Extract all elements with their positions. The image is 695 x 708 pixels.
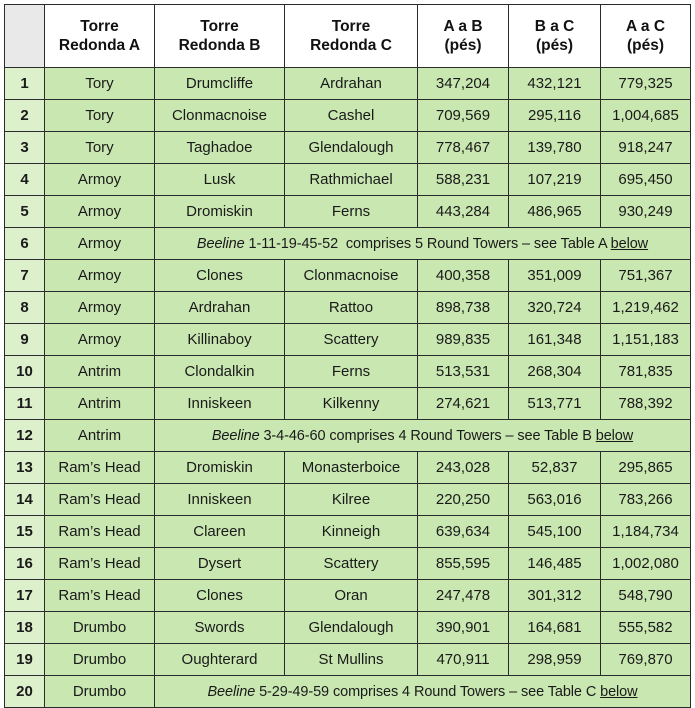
header-a-to-b-line2: (pés) <box>444 37 482 54</box>
tower-a-cell: Armoy <box>45 260 155 292</box>
row-number: 11 <box>5 388 45 420</box>
distance-a-to-b-cell: 639,634 <box>418 516 509 548</box>
distance-a-to-b-cell: 390,901 <box>418 612 509 644</box>
header-tower-b-line1: Torre <box>200 18 239 35</box>
distance-a-to-c-cell: 695,450 <box>601 164 691 196</box>
tower-b-cell: Clonmacnoise <box>155 100 285 132</box>
distance-b-to-c-cell: 563,016 <box>509 484 601 516</box>
tower-c-cell: Rathmichael <box>285 164 418 196</box>
table-row <box>5 388 691 420</box>
tower-c-cell: Cashel <box>285 100 418 132</box>
tower-b-cell: Taghadoe <box>155 132 285 164</box>
row-number: 20 <box>5 676 45 708</box>
distance-b-to-c-cell: 161,348 <box>509 324 601 356</box>
row-number: 1 <box>5 68 45 100</box>
table-row <box>5 452 691 484</box>
distance-a-to-b-cell: 513,531 <box>418 356 509 388</box>
tower-b-cell: Swords <box>155 612 285 644</box>
tower-c-cell: Ferns <box>285 196 418 228</box>
table-row <box>5 644 691 676</box>
header-row <box>5 5 691 68</box>
distance-a-to-b-cell: 274,621 <box>418 388 509 420</box>
tower-b-cell: Inniskeen <box>155 484 285 516</box>
distance-b-to-c-cell: 295,116 <box>509 100 601 132</box>
distance-a-to-c-cell: 1,184,734 <box>601 516 691 548</box>
header-b-to-c-line1: B a C <box>534 18 575 35</box>
distance-a-to-b-cell: 243,028 <box>418 452 509 484</box>
tower-c-cell: Ferns <box>285 356 418 388</box>
distance-a-to-c-cell: 788,392 <box>601 388 691 420</box>
distance-a-to-c-cell: 930,249 <box>601 196 691 228</box>
tower-c-cell: Scattery <box>285 324 418 356</box>
tower-b-cell: Oughterard <box>155 644 285 676</box>
distance-a-to-c-cell: 918,247 <box>601 132 691 164</box>
row-number: 10 <box>5 356 45 388</box>
tower-c-cell: Rattoo <box>285 292 418 324</box>
tower-b-cell: Killinaboy <box>155 324 285 356</box>
table-row <box>5 484 691 516</box>
table-row <box>5 420 691 452</box>
beeline-note <box>155 228 691 260</box>
tower-a-cell: Armoy <box>45 228 155 260</box>
header-a-to-c-line1: A a C <box>625 18 666 35</box>
table-row <box>5 196 691 228</box>
header-tower-b-line2: Redonda B <box>178 37 261 54</box>
beeline-note <box>155 676 691 708</box>
tower-b-cell: Dysert <box>155 548 285 580</box>
distance-a-to-b-cell: 855,595 <box>418 548 509 580</box>
row-number: 9 <box>5 324 45 356</box>
tower-a-cell: Ram’s Head <box>45 484 155 516</box>
row-number: 2 <box>5 100 45 132</box>
tower-a-cell: Tory <box>45 132 155 164</box>
header-b-to-c-line2: (pés) <box>535 37 574 54</box>
beeline-description: 3-4-46-60 comprises 4 Round Towers – see Table B <box>259 427 596 444</box>
tower-b-cell: Ardrahan <box>155 292 285 324</box>
header-tower-b <box>155 5 285 68</box>
table-row <box>5 164 691 196</box>
header-tower-c-line2: Redonda C <box>310 37 392 54</box>
beeline-label: Beeline <box>211 427 260 444</box>
table-body <box>5 68 691 708</box>
distance-a-to-c-cell: 1,219,462 <box>601 292 691 324</box>
tower-a-cell: Antrim <box>45 356 155 388</box>
distance-a-to-c-cell: 1,151,183 <box>601 324 691 356</box>
table-row <box>5 676 691 708</box>
distance-b-to-c-cell: 164,681 <box>509 612 601 644</box>
row-number: 4 <box>5 164 45 196</box>
row-number: 14 <box>5 484 45 516</box>
table-row <box>5 68 691 100</box>
distance-a-to-c-cell: 769,870 <box>601 644 691 676</box>
tower-a-cell: Tory <box>45 100 155 132</box>
distance-a-to-c-cell: 751,367 <box>601 260 691 292</box>
beeline-description: 5-29-49-59 comprises 4 Round Towers – see Table C <box>255 683 601 700</box>
table-row <box>5 548 691 580</box>
beeline-note <box>155 420 691 452</box>
distance-a-to-c-cell: 548,790 <box>601 580 691 612</box>
tower-c-cell: Glendalough <box>285 132 418 164</box>
tower-c-cell: St Mullins <box>285 644 418 676</box>
header-b-to-c <box>509 5 601 68</box>
tower-a-cell: Ram’s Head <box>45 580 155 612</box>
header-tower-c <box>285 5 418 68</box>
row-number: 6 <box>5 228 45 260</box>
header-tower-a <box>45 5 155 68</box>
table-row <box>5 100 691 132</box>
distance-a-to-c-cell: 783,266 <box>601 484 691 516</box>
distance-a-to-c-cell: 1,002,080 <box>601 548 691 580</box>
tower-a-cell: Armoy <box>45 196 155 228</box>
distance-a-to-b-cell: 347,204 <box>418 68 509 100</box>
distance-a-to-b-cell: 709,569 <box>418 100 509 132</box>
tower-b-cell: Clondalkin <box>155 356 285 388</box>
tower-a-cell: Antrim <box>45 388 155 420</box>
tower-a-cell: Ram’s Head <box>45 452 155 484</box>
round-tower-distance-table <box>4 4 691 708</box>
distance-a-to-b-cell: 443,284 <box>418 196 509 228</box>
table-row <box>5 356 691 388</box>
distance-a-to-b-cell: 220,250 <box>418 484 509 516</box>
distance-b-to-c-cell: 320,724 <box>509 292 601 324</box>
beeline-label: Beeline <box>207 683 256 700</box>
beeline-description: 1-11-19-45-52 comprises 5 Round Towers – see Table A <box>244 235 611 252</box>
table-row <box>5 324 691 356</box>
row-number: 18 <box>5 612 45 644</box>
header-tower-c-line1: Torre <box>331 18 371 35</box>
row-number: 17 <box>5 580 45 612</box>
distance-b-to-c-cell: 139,780 <box>509 132 601 164</box>
distance-b-to-c-cell: 298,959 <box>509 644 601 676</box>
tower-a-cell: Ram’s Head <box>45 516 155 548</box>
distance-b-to-c-cell: 486,965 <box>509 196 601 228</box>
header-a-to-c-line2: (pés) <box>626 37 665 54</box>
tower-b-cell: Clareen <box>155 516 285 548</box>
tower-b-cell: Clones <box>155 580 285 612</box>
tower-c-cell: Oran <box>285 580 418 612</box>
tower-c-cell: Clonmacnoise <box>285 260 418 292</box>
row-number: 15 <box>5 516 45 548</box>
row-number: 19 <box>5 644 45 676</box>
tower-c-cell: Scattery <box>285 548 418 580</box>
tower-c-cell: Kilkenny <box>285 388 418 420</box>
tower-a-cell: Armoy <box>45 292 155 324</box>
header-a-to-b <box>418 5 509 68</box>
distance-a-to-c-cell: 555,582 <box>601 612 691 644</box>
distance-a-to-b-cell: 989,835 <box>418 324 509 356</box>
row-number: 12 <box>5 420 45 452</box>
row-number: 3 <box>5 132 45 164</box>
header-corner-cell <box>5 5 45 68</box>
table-row <box>5 580 691 612</box>
tower-a-cell: Drumbo <box>45 676 155 708</box>
header-a-to-c <box>601 5 691 68</box>
table-reference-link[interactable]: below <box>610 235 649 252</box>
tower-a-cell: Armoy <box>45 324 155 356</box>
distance-a-to-b-cell: 247,478 <box>418 580 509 612</box>
tower-b-cell: Clones <box>155 260 285 292</box>
tower-a-cell: Armoy <box>45 164 155 196</box>
distance-a-to-b-cell: 470,911 <box>418 644 509 676</box>
header-tower-a-line1: Torre <box>80 18 119 35</box>
distance-b-to-c-cell: 351,009 <box>509 260 601 292</box>
tower-c-cell: Kilree <box>285 484 418 516</box>
distance-a-to-c-cell: 295,865 <box>601 452 691 484</box>
tower-b-cell: Dromiskin <box>155 452 285 484</box>
distance-b-to-c-cell: 545,100 <box>509 516 601 548</box>
row-number: 16 <box>5 548 45 580</box>
table-row <box>5 260 691 292</box>
distance-table <box>4 4 691 708</box>
distance-a-to-b-cell: 400,358 <box>418 260 509 292</box>
tower-b-cell: Drumcliffe <box>155 68 285 100</box>
tower-a-cell: Tory <box>45 68 155 100</box>
distance-b-to-c-cell: 432,121 <box>509 68 601 100</box>
distance-b-to-c-cell: 146,485 <box>509 548 601 580</box>
distance-b-to-c-cell: 301,312 <box>509 580 601 612</box>
distance-a-to-c-cell: 779,325 <box>601 68 691 100</box>
tower-c-cell: Glendalough <box>285 612 418 644</box>
tower-a-cell: Drumbo <box>45 612 155 644</box>
distance-b-to-c-cell: 52,837 <box>509 452 601 484</box>
table-row <box>5 516 691 548</box>
tower-c-cell: Kinneigh <box>285 516 418 548</box>
distance-b-to-c-cell: 513,771 <box>509 388 601 420</box>
table-reference-link[interactable]: below <box>595 427 634 444</box>
distance-a-to-c-cell: 1,004,685 <box>601 100 691 132</box>
table-row <box>5 612 691 644</box>
tower-b-cell: Lusk <box>155 164 285 196</box>
header-a-to-b-line1: A a B <box>443 18 483 35</box>
table-row <box>5 228 691 260</box>
distance-a-to-b-cell: 588,231 <box>418 164 509 196</box>
distance-b-to-c-cell: 268,304 <box>509 356 601 388</box>
table-row <box>5 132 691 164</box>
row-number: 5 <box>5 196 45 228</box>
tower-b-cell: Dromiskin <box>155 196 285 228</box>
tower-a-cell: Ram’s Head <box>45 548 155 580</box>
tower-c-cell: Ardrahan <box>285 68 418 100</box>
tower-a-cell: Antrim <box>45 420 155 452</box>
table-reference-link[interactable]: below <box>600 683 638 700</box>
row-number: 7 <box>5 260 45 292</box>
tower-c-cell: Monasterboice <box>285 452 418 484</box>
tower-a-cell: Drumbo <box>45 644 155 676</box>
distance-b-to-c-cell: 107,219 <box>509 164 601 196</box>
distance-a-to-b-cell: 778,467 <box>418 132 509 164</box>
distance-a-to-c-cell: 781,835 <box>601 356 691 388</box>
beeline-label: Beeline <box>196 235 245 252</box>
row-number: 13 <box>5 452 45 484</box>
header-tower-a-line2: Redonda A <box>58 37 141 54</box>
row-number: 8 <box>5 292 45 324</box>
distance-a-to-b-cell: 898,738 <box>418 292 509 324</box>
table-row <box>5 292 691 324</box>
tower-b-cell: Inniskeen <box>155 388 285 420</box>
